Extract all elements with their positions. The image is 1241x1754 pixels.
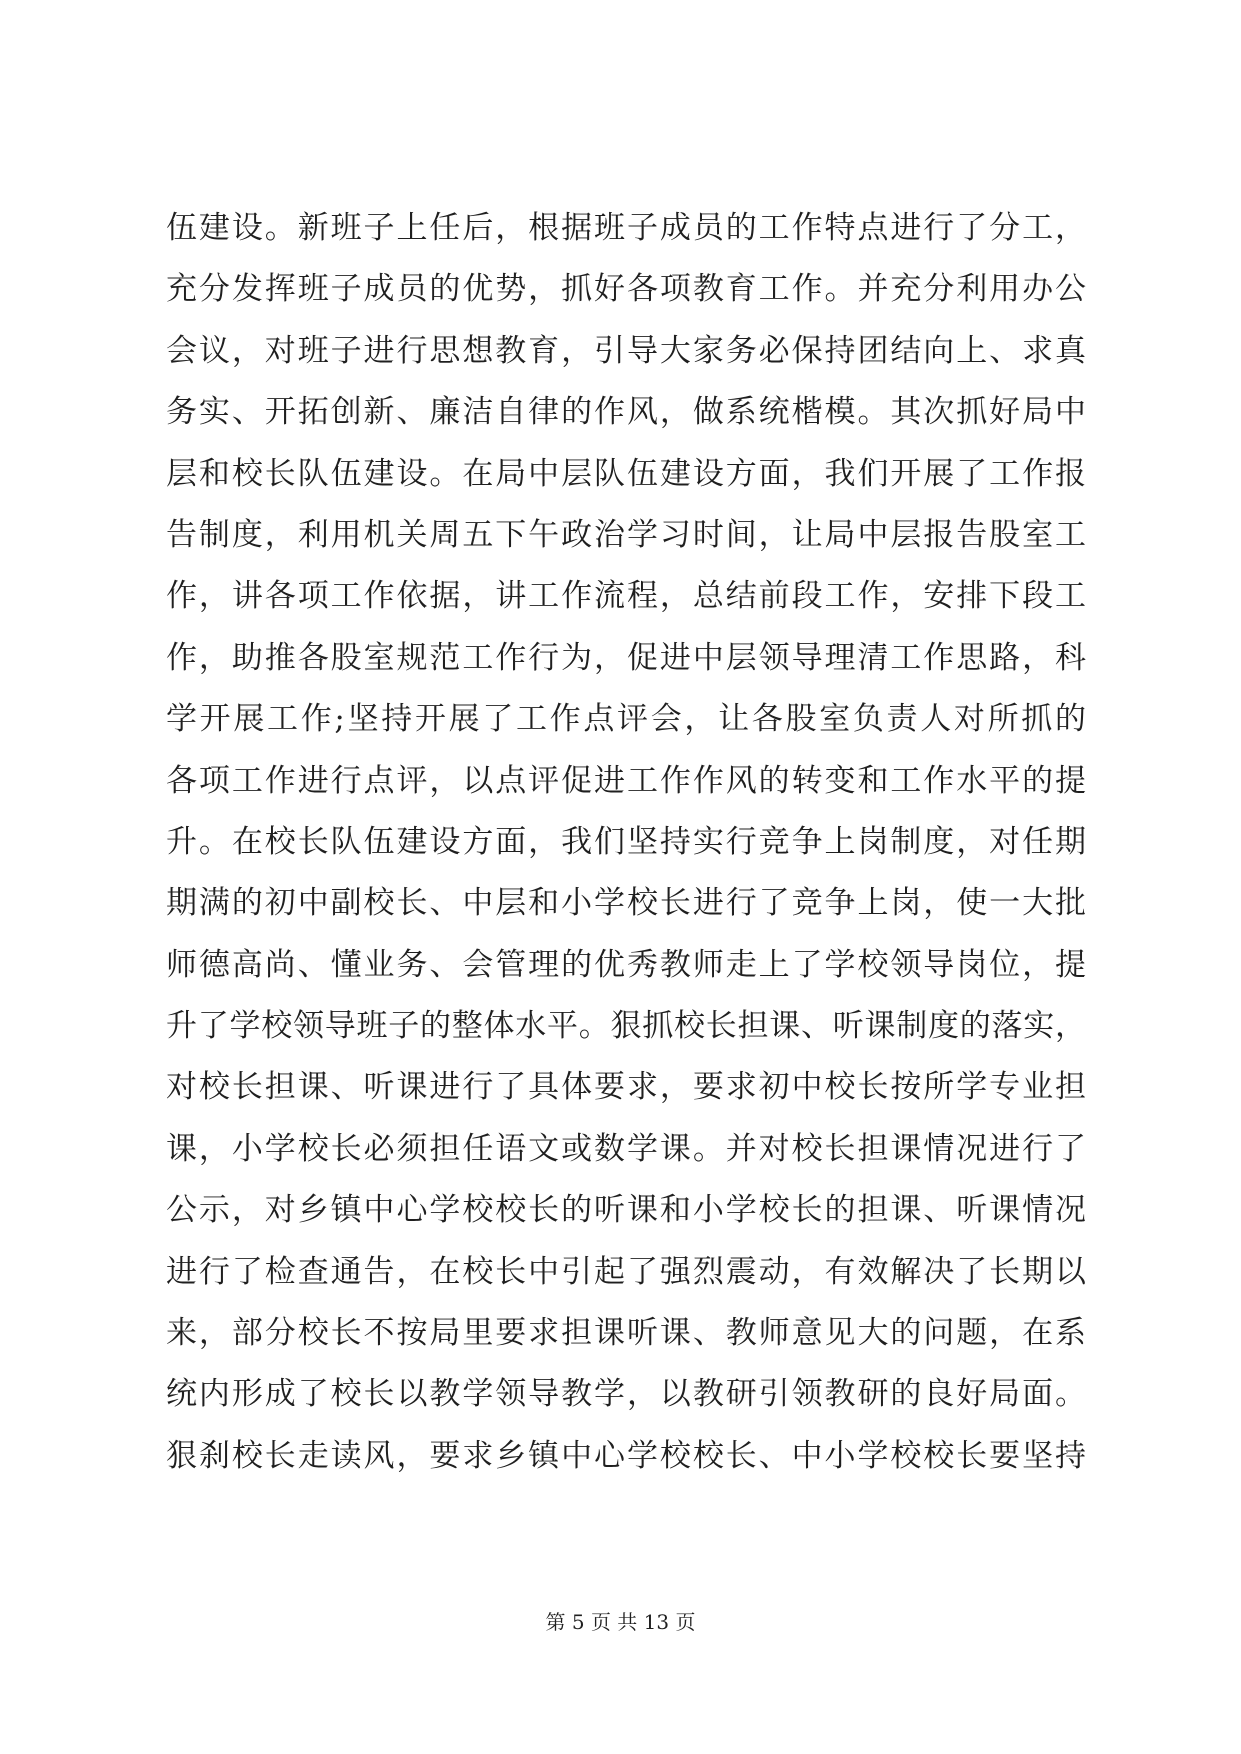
- text-line: 告制度，利用机关周五下午政治学习时间，让局中层报告股室工: [166, 516, 1086, 553]
- text-line: 对校长担课、听课进行了具体要求，要求初中校长按所学专业担: [166, 1069, 1086, 1106]
- text-line: 作，助推各股室规范工作行为，促进中层领导理清工作思路，科: [166, 639, 1086, 676]
- page-number-footer: 第 5 页 共 13 页: [545, 1610, 696, 1634]
- text-line: 会议，对班子进行思想教育，引导大家务必保持团结向上、求真: [166, 332, 1086, 369]
- text-line: 务实、开拓创新、廉洁自律的作风，做系统楷模。其次抓好局中: [166, 394, 1086, 431]
- text-line: 伍建设。新班子上任后，根据班子成员的工作特点进行了分工，: [166, 210, 1086, 246]
- text-line: 公示，对乡镇中心学校校长的听课和小学校长的担课、听课情况: [166, 1192, 1086, 1229]
- text-line: 师德高尚、懂业务、会管理的优秀教师走上了学校领导岗位，提: [166, 946, 1086, 983]
- text-line: 课，小学校长必须担任语文或数学课。并对校长担课情况进行了: [166, 1130, 1086, 1167]
- text-line: 统内形成了校长以教学领导教学，以教研引领教研的良好局面。: [166, 1376, 1086, 1413]
- text-line: 狠刹校长走读风，要求乡镇中心学校校长、中小学校校长要坚持: [166, 1437, 1086, 1474]
- text-line: 来，部分校长不按局里要求担课听课、教师意见大的问题，在系: [166, 1315, 1086, 1352]
- text-line: 充分发挥班子成员的优势，抓好各项教育工作。并充分利用办公: [166, 271, 1086, 308]
- text-line: 升了学校领导班子的整体水平。狠抓校长担课、听课制度的落实，: [166, 1008, 1086, 1045]
- text-line: 进行了检查通告，在校长中引起了强烈震动，有效解决了长期以: [166, 1253, 1086, 1290]
- text-line: 层和校长队伍建设。在局中层队伍建设方面，我们开展了工作报: [166, 455, 1086, 492]
- text-line: 期满的初中副校长、中层和小学校长进行了竞争上岗，使一大批: [166, 885, 1086, 922]
- text-line: 各项工作进行点评，以点评促进工作作风的转变和工作水平的提: [166, 762, 1086, 799]
- text-line: 升。在校长队伍建设方面，我们坚持实行竞争上岗制度，对任期: [166, 823, 1086, 860]
- body-text: [166, 198, 1086, 1487]
- text-line: 作，讲各项工作依据，讲工作流程，总结前段工作，安排下段工: [166, 578, 1086, 615]
- text-line: 学开展工作;坚持开展了工作点评会，让各股室负责人对所抓的: [166, 701, 1086, 738]
